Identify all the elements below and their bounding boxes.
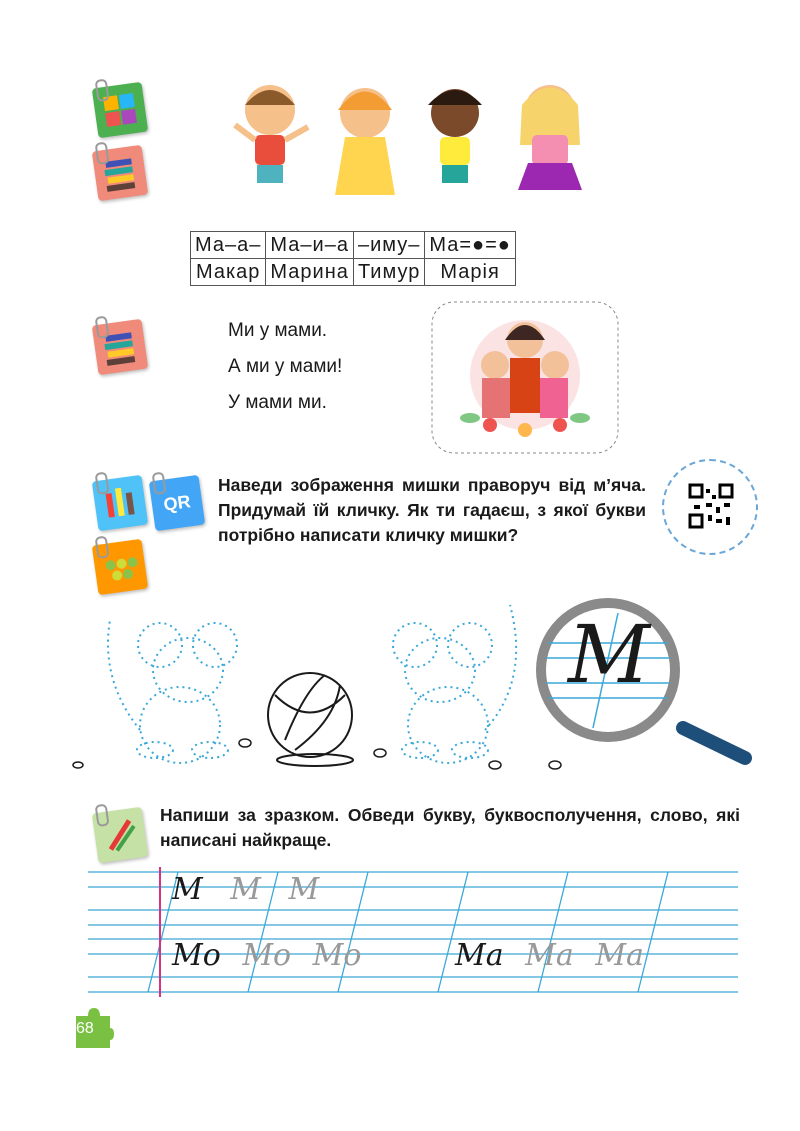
sample-syllable: Мо [172,938,221,973]
scheme-cell: Ма=●=● [425,232,516,259]
traced-syllable: Ма [595,938,644,973]
traced-syllable: Мо [312,938,362,973]
syllable-name-table [190,231,516,286]
alphabet-blocks-sticker [92,82,148,138]
paint-brushes-sticker [92,475,148,531]
copybook-row-2-right [455,938,644,973]
paperclip-icon [95,79,110,102]
sample-letter: М [172,872,203,907]
counting-beads-sticker [92,539,148,595]
copybook-row-2-left [172,938,361,973]
qr-sticker [149,475,205,531]
name-cell: Марія [425,259,516,286]
traced-letter: М [230,872,261,907]
name-cell: Макар [191,259,266,286]
paperclip-icon [95,142,110,165]
paperclip-icon [95,316,110,339]
poem-line: У мами ми. [228,392,327,413]
poem-line: Ми у мами. [228,320,328,341]
books-sticker [92,319,148,375]
ball [268,673,353,766]
paperclip-icon [95,804,110,827]
sample-syllable: Ма [455,938,504,973]
copybook-row-1 [172,872,319,907]
task-write-text: Напиши за зразком. Обведи букву, буквосполучення, слово, які написані найкраще. [160,805,740,850]
paperclip-icon [95,536,110,559]
books-sticker [92,145,148,201]
name-cell: Марина [266,259,354,286]
poem [228,320,342,428]
task-mouse-text: Наведи зображення мишки праворуч від м’яча. Придумай їй кличку. Як ти гадаєш, з якої букви потрібно написати кличку мишки? [218,475,646,545]
copybook-lines [68,862,748,997]
scheme-cell: Ма–и–а [266,232,354,259]
scheme-cell: Ма–а– [191,232,266,259]
mother-children-illustration [430,300,620,455]
magnifier [523,598,758,773]
qr-code[interactable] [662,459,758,555]
traced-syllable: Ма [525,938,574,973]
children-illustration [230,75,610,220]
magnifier-letter: М [568,608,650,701]
scheme-cell: –иму– [353,232,424,259]
poem-line: А ми у мами! [228,356,343,377]
qr-label: QR [162,491,192,515]
traced-letter: М [288,872,320,907]
pencil-sticker [92,807,148,863]
name-cell: Тимур [353,259,424,286]
paperclip-icon [95,472,110,495]
dotted-mouse-right [393,605,516,763]
page-number-badge [72,1008,114,1048]
page-number: 68 [76,1020,94,1037]
dotted-mouse-left [108,620,237,763]
qr-code-icon [664,461,756,553]
paperclip-icon [152,472,167,495]
traced-syllable: Мо [242,938,292,973]
